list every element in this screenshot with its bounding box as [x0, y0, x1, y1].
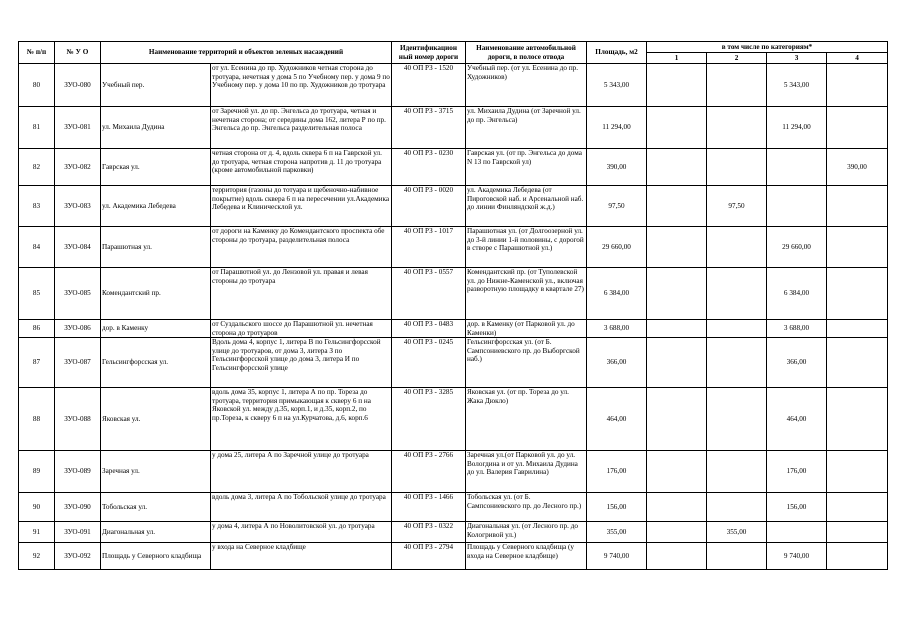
table-row [19, 186, 888, 227]
row-category-1 [647, 338, 707, 388]
row-road-name: Учебный пер. (от ул. Есенина до пр. Художников) [466, 64, 587, 107]
row-number: 91 [19, 522, 55, 543]
row-category-3: 6 384,00 [767, 268, 827, 320]
row-area: 9 740,00 [587, 543, 647, 570]
row-code: ЗУО-086 [55, 320, 101, 338]
header-name: Наименование территорий и объектов зеленых насаждений [101, 42, 392, 64]
row-description: от Парашютной ул. до Лензовой ул. правая и левая стороны до тротуара [211, 268, 392, 320]
row-road-id: 40 ОП РЗ - 0245 [392, 338, 466, 388]
row-number: 90 [19, 493, 55, 522]
row-number: 83 [19, 186, 55, 227]
table-body [19, 64, 888, 570]
green-zones-table [18, 41, 888, 570]
header-cat-3: 3 [767, 53, 827, 64]
row-category-2 [707, 388, 767, 451]
row-road-id: 40 ОП РЗ - 3715 [392, 107, 466, 149]
row-area: 156,00 [587, 493, 647, 522]
row-number: 82 [19, 149, 55, 186]
row-road-name: Парашютная ул. (от Долгоозерной ул. до 3-й линии 1-й половины, с дорогой в створе с Парашютной ул.) [466, 227, 587, 268]
row-object-name: ул. Академика Лебедева [101, 186, 211, 227]
row-category-1 [647, 522, 707, 543]
row-road-id: 40 ОП РЗ - 0557 [392, 268, 466, 320]
table-row [19, 338, 888, 388]
row-area: 464,00 [587, 388, 647, 451]
row-road-name: ул. Академика Лебедева (от Пироговской наб. и Арсенальной наб. до линии Финляндской ж.д.) [466, 186, 587, 227]
row-area: 176,00 [587, 451, 647, 493]
row-object-name: Парашютная ул. [101, 227, 211, 268]
row-category-2 [707, 493, 767, 522]
row-category-2 [707, 107, 767, 149]
row-category-4 [827, 493, 888, 522]
row-object-name: Тобольская ул. [101, 493, 211, 522]
row-description: вдоль дома 3, литера А по Тобольской улице до тротуара [211, 493, 392, 522]
table-row [19, 493, 888, 522]
row-description: от ул. Есенина до пр. Художников четная сторона до тротуара, нечетная у дома 5 по Учебному пер. у дома 9 по Учебному пер. у дома 10 по пр. Художников до тротуара [211, 64, 392, 107]
row-road-name: Диагональная ул. (от Лесного пр. до Кологривой ул.) [466, 522, 587, 543]
row-area: 390,00 [587, 149, 647, 186]
header-cat-4: 4 [827, 53, 888, 64]
row-object-name: Заречная ул. [101, 451, 211, 493]
row-road-name: Гаврская ул. (от пр. Энгельса до дома N 13 по Гаврской ул) [466, 149, 587, 186]
row-road-id: 40 ОП РЗ - 1520 [392, 64, 466, 107]
row-category-3: 29 660,00 [767, 227, 827, 268]
row-code: ЗУО-088 [55, 388, 101, 451]
row-category-3: 176,00 [767, 451, 827, 493]
row-category-3 [767, 186, 827, 227]
row-code: ЗУО-092 [55, 543, 101, 570]
row-number: 88 [19, 388, 55, 451]
row-code: ЗУО-085 [55, 268, 101, 320]
table-row [19, 543, 888, 570]
row-area: 6 384,00 [587, 268, 647, 320]
row-object-name: Диагональная ул. [101, 522, 211, 543]
row-area: 3 688,00 [587, 320, 647, 338]
row-category-4 [827, 107, 888, 149]
row-road-name: Заречная ул.(от Парковой ул. до ул. Вологдина и от ул. Михаила Дудина до ул. Валерия Гаврилина) [466, 451, 587, 493]
row-code: ЗУО-080 [55, 64, 101, 107]
header-code: № У О [55, 42, 101, 64]
row-road-name: Площадь у Северного кладбища (у входа на Северное кладбище) [466, 543, 587, 570]
header-ident: Идентификацион ный номер дороги [392, 42, 466, 64]
row-code: ЗУО-089 [55, 451, 101, 493]
header-road: Наименование автомобильной дороги, в полосе отвода [466, 42, 587, 64]
row-object-name: Площадь у Северного кладбища [101, 543, 211, 570]
row-category-3 [767, 149, 827, 186]
row-code: ЗУО-083 [55, 186, 101, 227]
row-number: 87 [19, 338, 55, 388]
row-category-4 [827, 268, 888, 320]
row-road-name: дор. в Каменку (от Парковой ул. до Каменки) [466, 320, 587, 338]
row-category-2 [707, 451, 767, 493]
row-category-2 [707, 64, 767, 107]
row-category-3: 3 688,00 [767, 320, 827, 338]
row-description: вдоль дома 35, корпус 1, литера А по пр. Тореза до тротуара, территория примыкающая к скверу 6 п на Яковской ул. между д.35, корп.1, и д.35, корп.2, по пр.Тореза, к скверу 6 п на ул.Курчатова, д.6, корп.6 [211, 388, 392, 451]
row-description: у входа на Северное кладбище [211, 543, 392, 570]
row-category-3: 11 294,00 [767, 107, 827, 149]
table-row [19, 451, 888, 493]
row-category-1 [647, 543, 707, 570]
row-number: 89 [19, 451, 55, 493]
row-road-id: 40 ОП РЗ - 0483 [392, 320, 466, 338]
row-road-name: Комендантский пр. (от Туполевской ул. до Нижне-Каменской ул., включая разворотную площадку в квартале 27) [466, 268, 587, 320]
row-road-id: 40 ОП РЗ - 3285 [392, 388, 466, 451]
row-code: ЗУО-081 [55, 107, 101, 149]
row-category-3: 9 740,00 [767, 543, 827, 570]
row-road-id: 40 ОП РЗ - 2794 [392, 543, 466, 570]
row-code: ЗУО-084 [55, 227, 101, 268]
row-code: ЗУО-091 [55, 522, 101, 543]
row-description: от дороги на Каменку до Комендантского проспекта обе стороны до тротуара, разделительная полоса [211, 227, 392, 268]
row-category-4: 390,00 [827, 149, 888, 186]
row-category-3 [767, 522, 827, 543]
row-description: у дома 25, литера А по Заречной улице до тротуара [211, 451, 392, 493]
row-category-2 [707, 320, 767, 338]
row-area: 97,50 [587, 186, 647, 227]
table-row [19, 268, 888, 320]
row-road-id: 40 ОП РЗ - 0020 [392, 186, 466, 227]
row-road-name: Тобольская ул. (от Б. Сампсониевского пр. до Лесного пр.) [466, 493, 587, 522]
row-object-name: дор. в Каменку [101, 320, 211, 338]
row-category-3: 156,00 [767, 493, 827, 522]
table-row [19, 227, 888, 268]
row-object-name: Гельсингфорсская ул. [101, 338, 211, 388]
table-row [19, 107, 888, 149]
row-category-4 [827, 320, 888, 338]
row-description: от Суздальского шоссе до Парашютной ул. нечетная сторона до тротуаров [211, 320, 392, 338]
row-road-name: Гельсингфорсская ул. (от Б. Сампсониевского пр. до Выборгской наб.) [466, 338, 587, 388]
row-number: 86 [19, 320, 55, 338]
row-area: 29 660,00 [587, 227, 647, 268]
row-description: Вдоль дома 4, корпус 1, литера В по Гельсингфорсской улице до тротуаров, от дома 3, литера З по Гельсингфорсской улице до дома 3, литера И по Гельсингфорсской улице [211, 338, 392, 388]
row-description: четная сторона от д. 4, вдоль сквера 6 п на Гаврской ул. до тротуара, четная сторона напротив д. 11 до тротуара (кроме автомобильной парковки) [211, 149, 392, 186]
row-category-1 [647, 493, 707, 522]
row-category-2 [707, 227, 767, 268]
row-category-1 [647, 149, 707, 186]
row-category-1 [647, 268, 707, 320]
row-description: у дома 4, литера А по Новолитовской ул. до тротуара [211, 522, 392, 543]
row-object-name: Гаврская ул. [101, 149, 211, 186]
row-description: территория (газоны до тотуара и щебеночно-набивное покрытие) вдоль сквера 6 п на пересечении ул.Академика Лебедева и Клиническлой ул. [211, 186, 392, 227]
document-page [18, 41, 887, 570]
row-road-name: ул. Михаила Дудина (от Заречной ул. до пр. Энгельса) [466, 107, 587, 149]
row-area: 366,00 [587, 338, 647, 388]
header-number: № п/п [19, 42, 55, 64]
table-row [19, 64, 888, 107]
table-row [19, 388, 888, 451]
row-road-id: 40 ОП РЗ - 1466 [392, 493, 466, 522]
table-row [19, 149, 888, 186]
row-road-id: 40 ОП РЗ - 1017 [392, 227, 466, 268]
row-number: 84 [19, 227, 55, 268]
row-category-4 [827, 338, 888, 388]
header-cat-1: 1 [647, 53, 707, 64]
header-area: Площадь, м2 [587, 42, 647, 64]
row-category-3: 5 343,00 [767, 64, 827, 107]
row-road-id: 40 ОП РЗ - 0230 [392, 149, 466, 186]
row-area: 355,00 [587, 522, 647, 543]
row-category-3: 464,00 [767, 388, 827, 451]
row-road-name: Яковская ул. (от пр. Тореза до ул. Жака Дюкло) [466, 388, 587, 451]
row-category-2 [707, 268, 767, 320]
table-row [19, 320, 888, 338]
row-category-4 [827, 522, 888, 543]
row-category-1 [647, 227, 707, 268]
row-category-1 [647, 107, 707, 149]
row-object-name: Яковская ул. [101, 388, 211, 451]
table-row [19, 522, 888, 543]
row-code: ЗУО-082 [55, 149, 101, 186]
row-category-4 [827, 227, 888, 268]
row-category-4 [827, 186, 888, 227]
row-category-2 [707, 149, 767, 186]
row-area: 5 343,00 [587, 64, 647, 107]
row-area: 11 294,00 [587, 107, 647, 149]
row-category-4 [827, 388, 888, 451]
row-category-4 [827, 543, 888, 570]
row-category-4 [827, 64, 888, 107]
row-category-2 [707, 543, 767, 570]
row-code: ЗУО-090 [55, 493, 101, 522]
header-cat-2: 2 [707, 53, 767, 64]
row-number: 85 [19, 268, 55, 320]
row-category-1 [647, 64, 707, 107]
row-number: 80 [19, 64, 55, 107]
header-categories: в том числе по категориям* [647, 42, 888, 53]
row-category-2: 355,00 [707, 522, 767, 543]
row-road-id: 40 ОП РЗ - 0322 [392, 522, 466, 543]
row-object-name: ул. Михаила Дудина [101, 107, 211, 149]
row-category-2 [707, 338, 767, 388]
row-description: от Заречной ул. до пр. Энгельса до тротуара, четная и нечетная сторона; от середины дома 162, литера Р по пр. Энгельса до пр. Энгельса разделительная полоса [211, 107, 392, 149]
row-code: ЗУО-087 [55, 338, 101, 388]
row-category-4 [827, 451, 888, 493]
row-category-1 [647, 451, 707, 493]
row-category-1 [647, 388, 707, 451]
row-number: 92 [19, 543, 55, 570]
row-road-id: 40 ОП РЗ - 2766 [392, 451, 466, 493]
row-category-2: 97,50 [707, 186, 767, 227]
row-object-name: Комендантский пр. [101, 268, 211, 320]
row-number: 81 [19, 107, 55, 149]
row-category-3: 366,00 [767, 338, 827, 388]
row-category-1 [647, 186, 707, 227]
row-category-1 [647, 320, 707, 338]
row-object-name: Учебный пер. [101, 64, 211, 107]
